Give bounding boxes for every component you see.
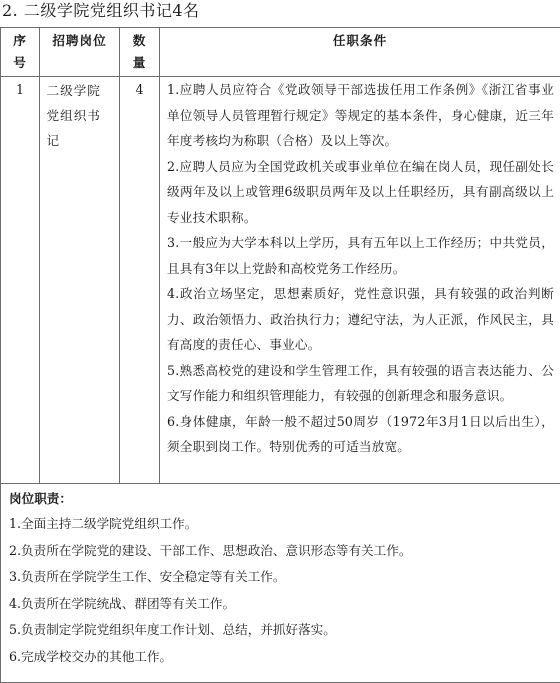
header-position <box>40 28 120 77</box>
duty-item: 1.全面主持二级学院党组织工作。 <box>9 516 198 532</box>
row-requirements <box>160 77 560 484</box>
header-requirements-label: 任职条件 <box>332 33 388 48</box>
duties-title: 岗位职责： <box>9 491 72 507</box>
header-count-line1: 数 <box>132 33 147 48</box>
duty-item: 3.负责所在学院学生工作、安全稳定等有关工作。 <box>9 569 286 585</box>
header-requirements <box>160 28 560 77</box>
header-index <box>1 28 40 77</box>
table-row <box>1 77 560 484</box>
requirement-item: 5.熟悉高校党的建设和学生管理工作，具有较强的语言表达能力、公文写作能力和组织管理能力，有较强的创新理念和服务意识。 <box>167 362 554 403</box>
header-index-line2: 号 <box>13 55 27 70</box>
requirement-item: 2.应聘人员应为全国党政机关或事业单位在编在岗人员，现任副处长级两年及以上或管理6级职员两年及以上任职经历，具有副高级以上专业技术职称。 <box>167 158 554 225</box>
header-index-line1: 序 <box>13 33 27 48</box>
row-position <box>40 77 120 484</box>
row-count: 4 <box>120 77 160 484</box>
requirement-item: 1.应聘人员应符合《党政领导干部选拔任用工作条例》《浙江省事业单位领导人员管理暂行规定》等规定的基本条件，身心健康，近三年年度考核均为称职（合格）及以上等次。 <box>167 82 554 148</box>
duty-item: 5.负责制定学院党组织年度工作计划、总结，并抓好落实。 <box>9 622 336 638</box>
duty-item: 2.负责所在学院党的建设、干部工作、思想政治、意识形态等有关工作。 <box>9 542 412 558</box>
requirement-item: 4.政治立场坚定，思想素质好，党性意识强，具有较强的政治判断力、政治领悟力、政治执行力；遵纪守法，为人正派，作风民主，具有高度的责任心、事业心。 <box>167 286 554 352</box>
recruitment-table <box>0 27 560 683</box>
table-header-row <box>1 28 560 77</box>
row-position-text: 二级学院党组织书记 <box>46 83 101 148</box>
header-position-label: 招聘岗位 <box>52 33 107 48</box>
requirement-item: 6.身体健康，年龄一般不超过50周岁（1972年3月1日以后出生），须全职到岗工作。特别优秀的可适当放宽。 <box>167 413 554 454</box>
header-count <box>120 28 160 77</box>
duty-item: 6.完成学校交办的其他工作。 <box>9 648 173 664</box>
duties-row <box>1 484 560 683</box>
requirement-item: 3.一般应为大学本科以上学历，具有五年以上工作经历；中共党员，且具有3年以上党龄和高校党务工作经历。 <box>167 235 554 276</box>
row-index: 1 <box>1 77 40 484</box>
duties-cell <box>1 484 560 683</box>
header-count-line2: 量 <box>132 55 147 70</box>
duty-item: 4.负责所在学院统战、群团等有关工作。 <box>9 595 236 611</box>
section-title: 2. 二级学院党组织书记4名 <box>2 1 200 20</box>
